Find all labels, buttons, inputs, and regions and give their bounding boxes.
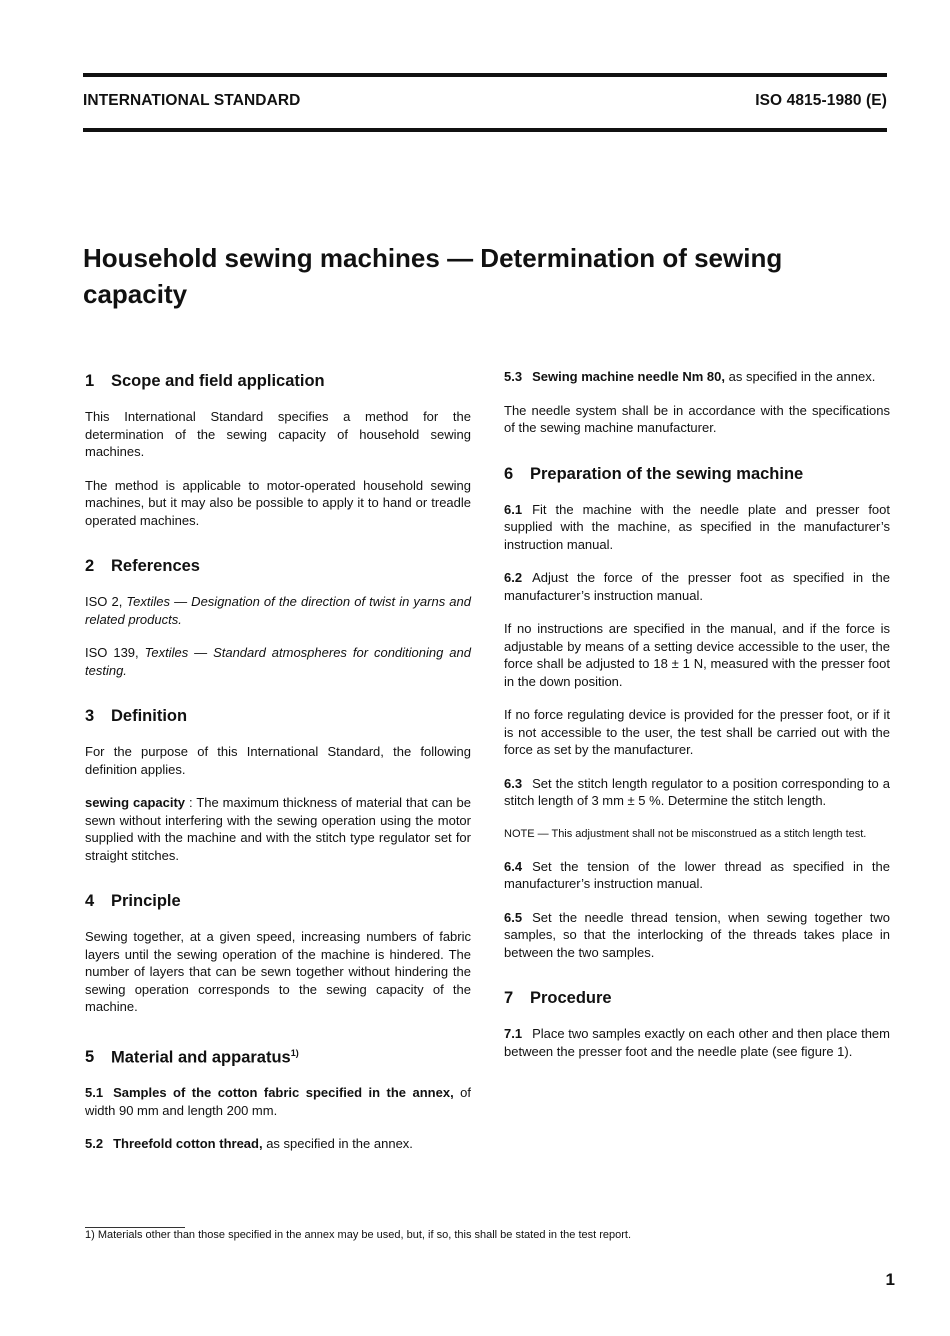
- clause-6-1: 6.1 Fit the machine with the needle plate and presser foot supplied with the machine, as specified in the manufacturer’s instruction manual.: [504, 501, 890, 552]
- right-column: [504, 368, 890, 1076]
- paragraph: If no force regulating device is provided for the presser foot, or if it is not accessible to the user, the test shall be carried out with the force as set by the manufacturer.: [504, 707, 890, 757]
- left-column: [85, 370, 471, 1169]
- footnote-divider: [85, 1227, 185, 1228]
- section-procedure: [504, 987, 890, 1060]
- header-bottom-rule: [83, 128, 887, 132]
- clause-5-1: 5.1 Samples of the cotton fabric specified in the annex, of width 90 mm and length 200 mm.: [85, 1085, 471, 1118]
- note: NOTE — This adjustment shall not be misconstrued as a stitch length test.: [504, 827, 867, 840]
- page-number: 1: [885, 1270, 895, 1289]
- paragraph: The needle system shall be in accordance with the specifications of the sewing machine manufacturer.: [504, 402, 890, 435]
- section-material-apparatus: [85, 1042, 471, 1153]
- section-heading: 3 Definition: [85, 707, 188, 725]
- clause-6-4: 6.4 Set the tension of the lower thread as specified in the manufacturer’s instruction manual.: [504, 858, 890, 891]
- section-heading: 5 Material and apparatus$^{1)}$: [85, 1047, 299, 1066]
- header-top-rule: [83, 73, 887, 77]
- paragraph: If no instructions are specified in the manual, and if the force is adjustable by means of a setting device accessible to the user, the force shall be adjusted to 18 ± 1 N, measured with the presser foot in the down position.: [504, 621, 890, 689]
- section-references: [85, 555, 471, 679]
- clause-6-2: 6.2 Adjust the force of the presser foot as specified in the manufacturer’s instruction manual.: [504, 570, 890, 603]
- paragraph: For the purpose of this International Standard, the following definition applies.: [85, 744, 471, 777]
- paragraph: This International Standard specifies a method for the determination of the sewing capacity of household sewing machines.: [85, 409, 471, 459]
- standard-number: ISO 4815-1980 (E): [755, 92, 887, 109]
- clause-5-3: 5.3 Sewing machine needle Nm 80, as specified in the annex.: [504, 369, 876, 384]
- document-type: INTERNATIONAL STANDARD: [83, 92, 301, 109]
- section-heading: 4 Principle: [85, 892, 181, 910]
- clause-7-1: 7.1 Place two samples exactly on each other and then place them between the presser foot and the needle plate (see figure 1).: [504, 1026, 890, 1059]
- section-heading: 6 Preparation of the sewing machine: [504, 464, 804, 483]
- section-scope: [85, 370, 471, 529]
- paragraph: Sewing together, at a given speed, increasing numbers of fabric layers until the sewing operation of the machine is hindered. The number of layers that can be sewn together without hindering the sewing operation corresponds to the sewing capacity of the machine.: [85, 929, 471, 1014]
- footnote: 1) Materials other than those specified in the annex may be used, but, if so, this shall be stated in the test report.: [85, 1229, 632, 1241]
- reference-iso-139: ISO 139, Textiles — Standard atmospheres for conditioning and testing.: [85, 645, 471, 678]
- section-preparation: [504, 463, 890, 962]
- section-principle: [85, 890, 471, 1016]
- reference-iso-2: ISO 2, Textiles — Designation of the direction of twist in yarns and related products.: [85, 594, 471, 627]
- clause-6-3: 6.3 Set the stitch length regulator to a position corresponding to a stitch length of 3 mm ± 5 %. Determine the stitch length.: [504, 775, 890, 808]
- clause-6-5: 6.5 Set the needle thread tension, when sewing together two samples, so that the interlocking of the threads takes place in between the two samples.: [504, 909, 890, 960]
- definition-sewing-capacity: sewing capacity : The maximum thickness of material that can be sewn without interfering with the sewing operation using the motor supplied with the machine and with the stitch type regulator set for straight stitches.: [85, 795, 471, 863]
- section-definition: [85, 705, 471, 864]
- clause-5-2: 5.2 Threefold cotton thread, as specified in the annex.: [85, 1136, 413, 1151]
- section-heading: 7 Procedure: [504, 989, 612, 1007]
- footnote-ref[interactable]: 1): [290, 1047, 299, 1058]
- paragraph: The method is applicable to motor-operated household sewing machines, but it may also be possible to apply it to hand or treadle operated machines.: [85, 477, 471, 528]
- section-heading: 1 Scope and field application: [85, 372, 325, 390]
- section-heading: 2 References: [85, 557, 200, 575]
- document-title: Household sewing machines — Determination of sewing capacity: [83, 243, 783, 309]
